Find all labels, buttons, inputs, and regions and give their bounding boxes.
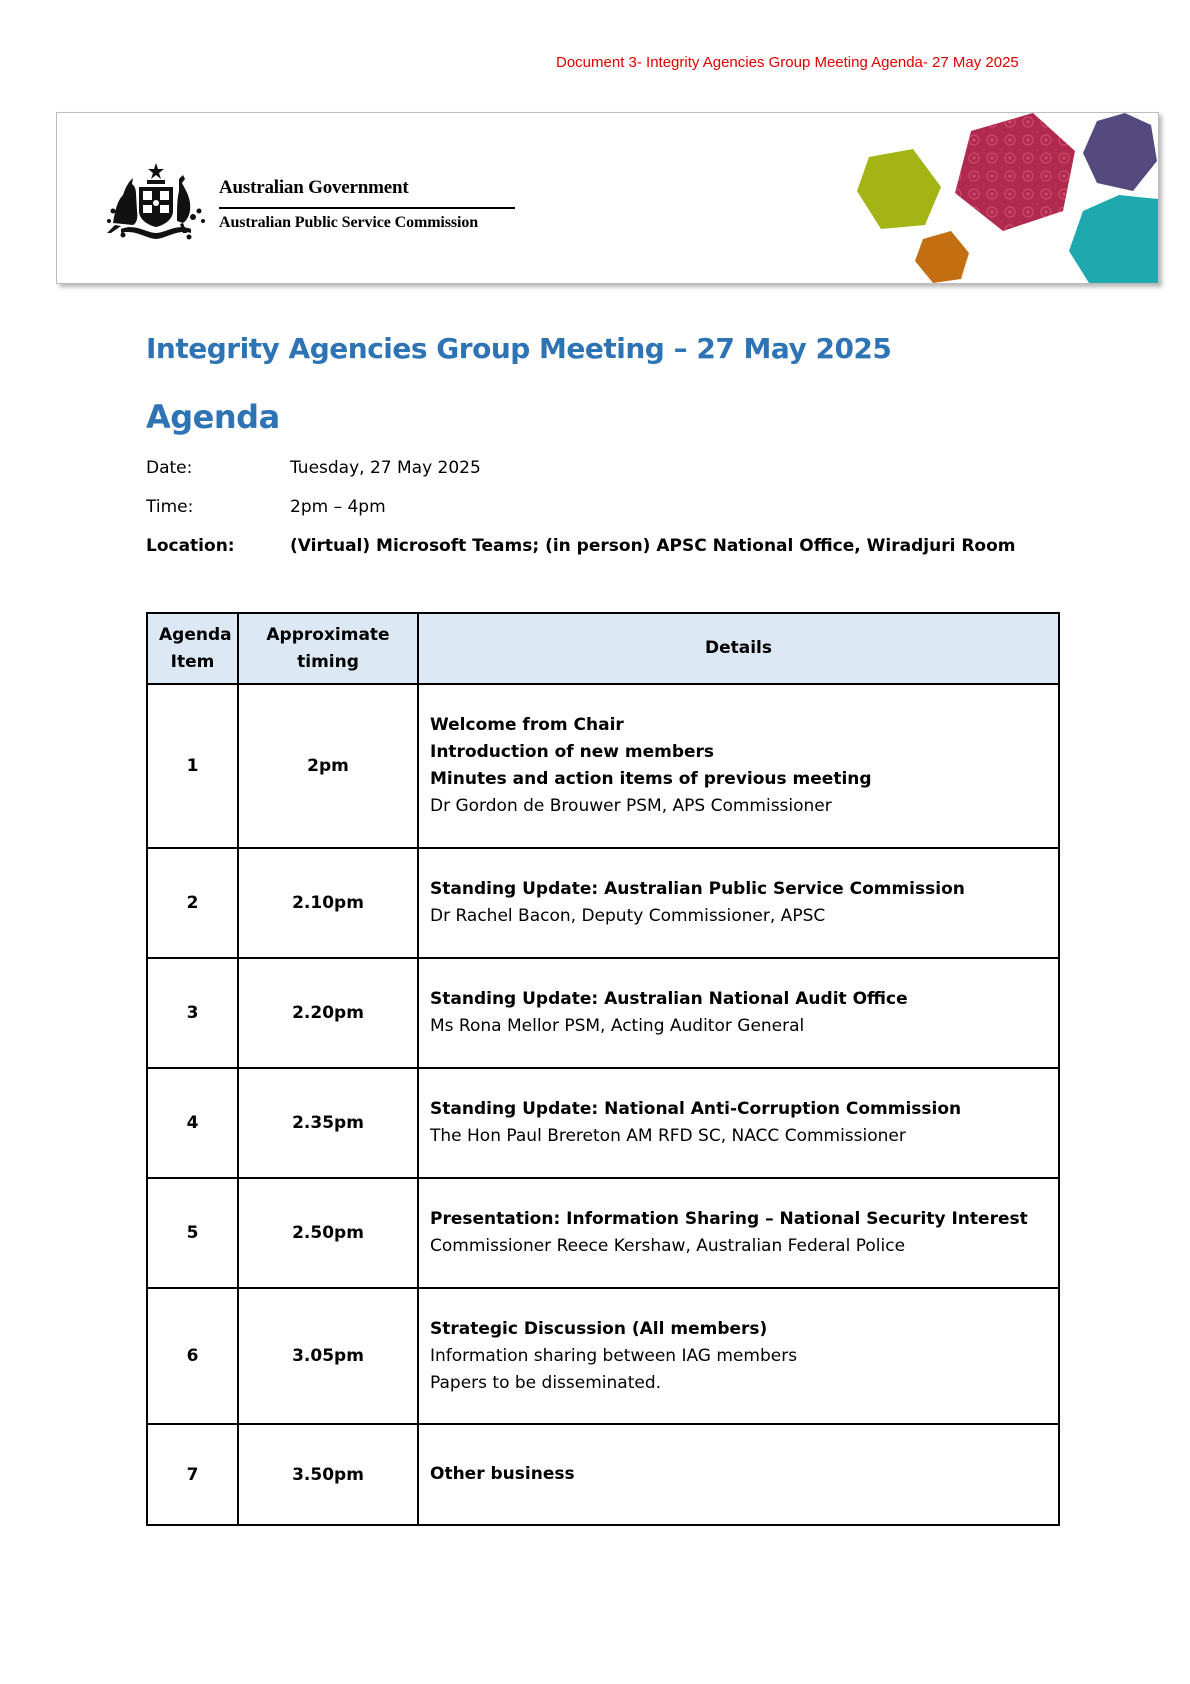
details-heading-line: Standing Update: Australian National Audit Office bbox=[430, 989, 908, 1009]
government-name: Australian Government bbox=[219, 177, 409, 198]
details-heading-line: Introduction of new members bbox=[430, 742, 715, 762]
document-reference: Document 3- Integrity Agencies Group Meeting Agenda- 27 May 2025 bbox=[556, 54, 1019, 71]
decorative-hexagons bbox=[857, 113, 1158, 283]
table-row bbox=[147, 1424, 1059, 1525]
agenda-rows bbox=[147, 684, 1059, 1525]
time-value: 2pm – 4pm bbox=[290, 497, 386, 517]
agenda-item-number: 6 bbox=[147, 1288, 238, 1424]
agenda-item-details bbox=[418, 1068, 1059, 1178]
table-row bbox=[147, 958, 1059, 1068]
agenda-item-details bbox=[418, 1424, 1059, 1525]
header-approximate-timing: Approximate timing bbox=[238, 613, 418, 684]
details-heading-line: Other business bbox=[430, 1464, 575, 1484]
agenda-item-time: 3.50pm bbox=[238, 1424, 418, 1525]
meeting-location bbox=[146, 536, 1046, 560]
agenda-item-number: 7 bbox=[147, 1424, 238, 1525]
agency-name: Australian Public Service Commission bbox=[219, 214, 479, 231]
time-label: Time: bbox=[146, 497, 194, 517]
details-heading-line: Welcome from Chair bbox=[430, 715, 624, 735]
agenda-item-number: 3 bbox=[147, 958, 238, 1068]
agenda-item-details bbox=[418, 958, 1059, 1068]
details-text-line: Dr Rachel Bacon, Deputy Commissioner, APSC bbox=[430, 906, 826, 926]
details-text-line: Ms Rona Mellor PSM, Acting Auditor General bbox=[430, 1016, 805, 1036]
details-text-line: The Hon Paul Brereton AM RFD SC, NACC Commissioner bbox=[430, 1126, 906, 1146]
agenda-item-details bbox=[418, 684, 1059, 848]
agenda-item-time: 2.35pm bbox=[238, 1068, 418, 1178]
agenda-item-time: 2.50pm bbox=[238, 1178, 418, 1288]
header-agenda-item: Agenda Item bbox=[147, 613, 238, 684]
header-banner bbox=[56, 112, 1159, 284]
table-row bbox=[147, 1288, 1059, 1424]
coat-of-arms-icon bbox=[103, 159, 209, 243]
meeting-date bbox=[146, 458, 1046, 482]
agenda-item-details bbox=[418, 848, 1059, 958]
date-value: Tuesday, 27 May 2025 bbox=[290, 458, 481, 478]
agenda-item-time: 2.20pm bbox=[238, 958, 418, 1068]
table-header-row bbox=[147, 613, 1059, 684]
details-heading-line: Strategic Discussion (All members) bbox=[430, 1318, 768, 1339]
details-text-line: Commissioner Reece Kershaw, Australian Federal Police bbox=[430, 1236, 906, 1256]
agenda-item-details bbox=[418, 1288, 1059, 1424]
location-value: (Virtual) Microsoft Teams; (in person) APSC National Office, Wiradjuri Room bbox=[290, 536, 1016, 556]
header-details: Details bbox=[418, 613, 1059, 684]
details-heading-line: Minutes and action items of previous meeting bbox=[430, 769, 872, 789]
agenda-heading: Agenda bbox=[146, 398, 280, 436]
agenda-item-number: 2 bbox=[147, 848, 238, 958]
details-heading-line: Presentation: Information Sharing – National Security Interest bbox=[430, 1209, 1028, 1229]
agenda-item-time: 3.05pm bbox=[238, 1288, 418, 1424]
details-heading-line: Standing Update: National Anti-Corruption Commission bbox=[430, 1099, 962, 1119]
lime-hexagon bbox=[857, 149, 941, 229]
purple-hexagon bbox=[1083, 113, 1157, 191]
agenda-table bbox=[146, 612, 1060, 1526]
agenda-item-number: 1 bbox=[147, 684, 238, 848]
details-text-line: Information sharing between IAG members bbox=[430, 1345, 798, 1366]
meeting-time bbox=[146, 497, 1046, 521]
details-text-line: Dr Gordon de Brouwer PSM, APS Commissioner bbox=[430, 796, 832, 816]
agenda-item-time: 2.10pm bbox=[238, 848, 418, 958]
teal-hexagon bbox=[1069, 195, 1158, 283]
orange-hexagon bbox=[915, 231, 969, 283]
details-text-line: Papers to be disseminated. bbox=[430, 1372, 662, 1393]
date-label: Date: bbox=[146, 458, 193, 478]
page-title: Integrity Agencies Group Meeting – 27 May 2025 bbox=[146, 332, 892, 365]
agenda-item-number: 4 bbox=[147, 1068, 238, 1178]
logo-divider bbox=[219, 207, 515, 209]
table-row bbox=[147, 684, 1059, 848]
table-row bbox=[147, 1068, 1059, 1178]
details-heading-line: Standing Update: Australian Public Service Commission bbox=[430, 879, 965, 899]
table-row bbox=[147, 848, 1059, 958]
agenda-item-number: 5 bbox=[147, 1178, 238, 1288]
agenda-item-details bbox=[418, 1178, 1059, 1288]
agenda-item-time: 2pm bbox=[238, 684, 418, 848]
table-row bbox=[147, 1178, 1059, 1288]
location-label: Location: bbox=[146, 536, 235, 556]
